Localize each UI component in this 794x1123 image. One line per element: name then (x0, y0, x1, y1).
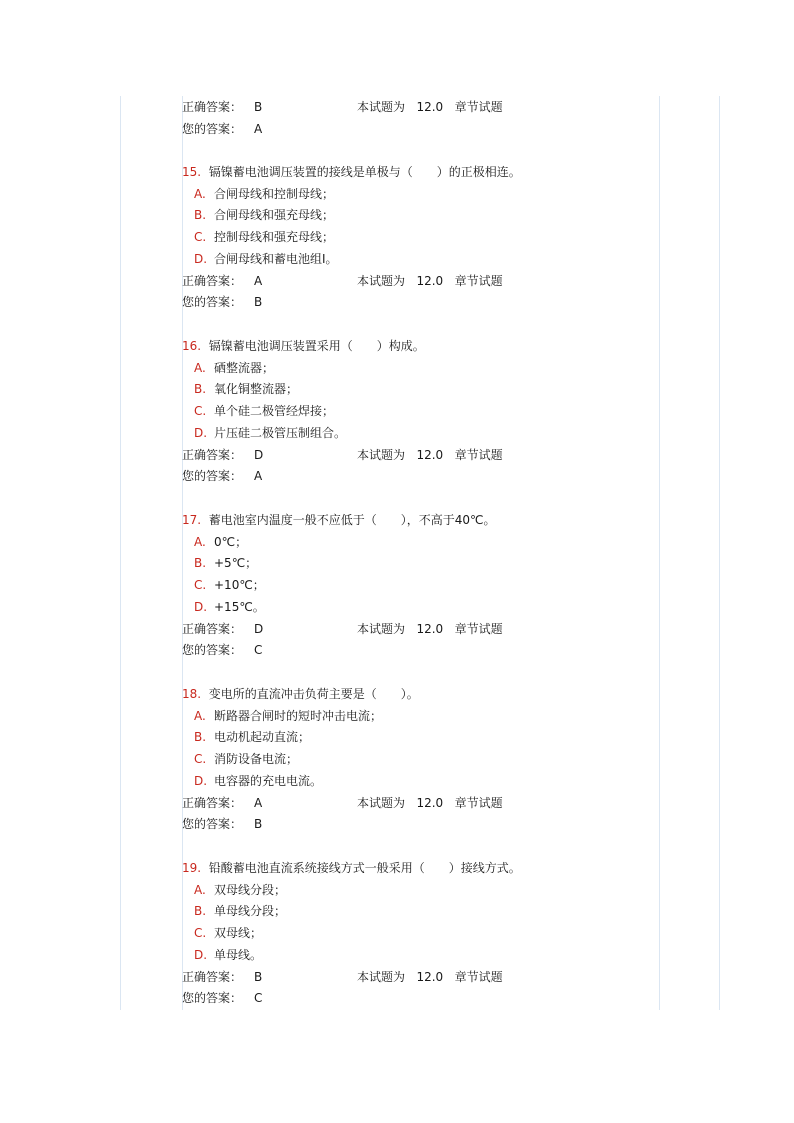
your-answer-value: A (254, 122, 263, 136)
your-answer-value: C (254, 643, 263, 658)
score-prefix: 本试题为 (357, 969, 406, 984)
option-text: 合闸母线和蓄电池组Ⅰ。 (214, 251, 338, 266)
option-letter: B. (194, 382, 207, 397)
option-letter: A. (194, 708, 206, 723)
question-text: 铅酸蓄电池直流系统接线方式一般采用（ ）接线方式。 (208, 861, 521, 875)
option-letter: B. (194, 730, 207, 745)
score-info (357, 794, 503, 812)
option-letter: C. (194, 230, 207, 245)
option-b (194, 554, 257, 572)
option-letter: B. (194, 208, 207, 223)
question-text: 镉镍蓄电池调压装置的接线是单极与（ ）的正极相连。 (208, 165, 521, 179)
question-number: 16. (182, 339, 202, 353)
option-c (194, 750, 298, 768)
your-answer-label: 您的答案： (182, 122, 243, 136)
option-text: 单母线。 (214, 947, 263, 962)
correct-answer-value: A (254, 795, 263, 810)
option-c (194, 402, 334, 420)
page-border-left-outer (120, 96, 121, 1010)
question-stem (182, 859, 521, 877)
option-text: 断路器合闸时的短时冲击电流； (214, 708, 383, 723)
option-d (194, 250, 338, 268)
correct-answer-row (0, 794, 794, 812)
option-a (194, 185, 334, 203)
score-info (357, 98, 503, 116)
correct-answer-label: 正确答案： (182, 273, 243, 288)
score-suffix: 章节试题 (454, 621, 503, 636)
option-letter: A. (194, 360, 206, 375)
page-border-right-inner (659, 96, 660, 1010)
correct-answer-value: D (254, 621, 264, 636)
correct-answer-label: 正确答案： (182, 100, 243, 114)
option-letter: A. (194, 882, 206, 897)
score-value: 12.0 (416, 447, 444, 462)
option-text: 片压硅二极管压制组合。 (214, 425, 347, 440)
your-answer-label: 您的答案： (182, 295, 243, 310)
option-text: 合闸母线和控制母线； (214, 186, 335, 201)
option-d (194, 946, 262, 964)
option-text: +5℃； (214, 556, 258, 571)
score-prefix: 本试题为 (357, 273, 406, 288)
option-b (194, 206, 334, 224)
correct-answer-value: A (254, 273, 263, 288)
correct-answer-label: 正确答案： (182, 795, 243, 810)
your-answer-label: 您的答案： (182, 991, 243, 1006)
your-answer-row (0, 989, 794, 1007)
question-stem (182, 685, 419, 703)
score-value: 12.0 (416, 969, 444, 984)
page-border-right-outer (719, 96, 720, 1010)
your-answer-row (0, 815, 794, 833)
question-stem (182, 511, 495, 529)
option-letter: B. (194, 556, 207, 571)
score-prefix: 本试题为 (357, 447, 406, 462)
score-prefix: 本试题为 (357, 100, 406, 114)
correct-answer-label: 正确答案： (182, 969, 243, 984)
your-answer-row (0, 467, 794, 485)
your-answer-label: 您的答案： (182, 817, 243, 832)
question-text: 镉镍蓄电池调压装置采用（ ）构成。 (208, 339, 425, 353)
correct-answer-row (0, 620, 794, 638)
question-number: 18. (182, 687, 202, 701)
option-letter: D. (194, 251, 208, 266)
correct-answer-value: B (254, 100, 263, 114)
option-a (194, 707, 382, 725)
option-c (194, 576, 265, 594)
option-text: 单母线分段； (214, 904, 287, 919)
score-value: 12.0 (416, 795, 444, 810)
option-text: 控制母线和强充母线； (214, 230, 335, 245)
option-letter: A. (194, 534, 206, 549)
correct-answer-row (0, 98, 794, 116)
your-answer-row (0, 293, 794, 311)
question-text: 变电所的直流冲击负荷主要是（ ）。 (208, 687, 419, 701)
score-suffix: 章节试题 (454, 969, 503, 984)
question-text: 蓄电池室内温度一般不应低于（ ），不高于40℃。 (208, 513, 496, 527)
option-text: +10℃； (214, 578, 265, 593)
correct-answer-row (0, 968, 794, 986)
option-d (194, 424, 346, 442)
option-text: 电动机起动直流； (214, 730, 311, 745)
option-text: 0℃； (214, 534, 248, 549)
question-stem (182, 163, 521, 181)
question-number: 15. (182, 165, 202, 179)
option-b (194, 902, 286, 920)
option-a (194, 359, 274, 377)
your-answer-value: C (254, 991, 263, 1006)
your-answer-value: A (254, 469, 263, 484)
option-c (194, 228, 334, 246)
question-stem (182, 337, 425, 355)
score-suffix: 章节试题 (454, 447, 503, 462)
option-letter: D. (194, 425, 208, 440)
option-text: +15℃。 (214, 599, 265, 614)
correct-answer-label: 正确答案： (182, 621, 243, 636)
option-text: 双母线； (214, 926, 263, 941)
option-text: 硒整流器； (214, 360, 275, 375)
option-letter: D. (194, 773, 208, 788)
correct-answer-row (0, 272, 794, 290)
option-d (194, 598, 265, 616)
score-prefix: 本试题为 (357, 621, 406, 636)
score-prefix: 本试题为 (357, 795, 406, 810)
option-d (194, 772, 322, 790)
score-suffix: 章节试题 (454, 100, 503, 114)
correct-answer-label: 正确答案： (182, 447, 243, 462)
option-text: 电容器的充电电流。 (214, 773, 323, 788)
score-info (357, 272, 503, 290)
option-a (194, 533, 247, 551)
score-suffix: 章节试题 (454, 273, 503, 288)
score-value: 12.0 (416, 621, 444, 636)
option-letter: C. (194, 404, 207, 419)
option-c (194, 924, 262, 942)
score-info (357, 446, 503, 464)
option-b (194, 380, 298, 398)
option-b (194, 728, 310, 746)
option-text: 消防设备电流； (214, 752, 299, 767)
your-answer-value: B (254, 817, 263, 832)
correct-answer-row (0, 446, 794, 464)
option-a (194, 881, 286, 899)
option-text: 双母线分段； (214, 882, 287, 897)
question-number: 19. (182, 861, 202, 875)
your-answer-value: B (254, 295, 263, 310)
correct-answer-value: B (254, 969, 263, 984)
your-answer-row (0, 641, 794, 659)
your-answer-label: 您的答案： (182, 469, 243, 484)
option-letter: A. (194, 186, 206, 201)
option-letter: C. (194, 578, 207, 593)
option-letter: D. (194, 947, 208, 962)
your-answer-row (0, 120, 794, 138)
score-info (357, 620, 503, 638)
score-info (357, 968, 503, 986)
correct-answer-value: D (254, 447, 264, 462)
your-answer-label: 您的答案： (182, 643, 243, 658)
option-text: 氧化铜整流器； (214, 382, 299, 397)
score-suffix: 章节试题 (454, 795, 503, 810)
option-letter: B. (194, 904, 207, 919)
option-letter: C. (194, 752, 207, 767)
option-letter: C. (194, 926, 207, 941)
score-value: 12.0 (416, 273, 444, 288)
score-value: 12.0 (416, 100, 444, 114)
option-letter: D. (194, 599, 208, 614)
question-number: 17. (182, 513, 202, 527)
option-text: 合闸母线和强充母线； (214, 208, 335, 223)
option-text: 单个硅二极管经焊接； (214, 404, 335, 419)
